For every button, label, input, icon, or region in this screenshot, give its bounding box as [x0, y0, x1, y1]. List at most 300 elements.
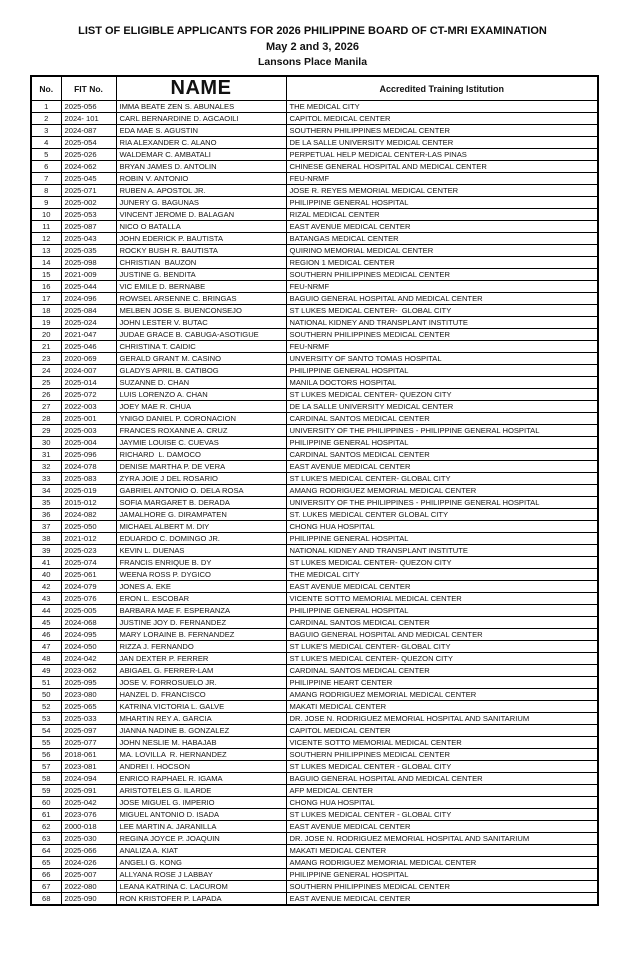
cell-fit-no: 2024-087 — [61, 125, 116, 137]
cell-no: 36 — [31, 509, 61, 521]
cell-fit-no: 2024-007 — [61, 365, 116, 377]
cell-name: RIZZA J. FERNANDO — [116, 641, 286, 653]
cell-name: DENISE MARTHA P. DE VERA — [116, 461, 286, 473]
cell-institution: VICENTE SOTTO MEMORIAL MEDICAL CENTER — [286, 593, 598, 605]
cell-name: IMMA BEATE ZEN S. ABUNALES — [116, 101, 286, 113]
table-row — [31, 617, 598, 629]
cell-name: MELBEN JOSE S. BUENCONSEJO — [116, 305, 286, 317]
cell-fit-no: 2025-003 — [61, 425, 116, 437]
cell-no: 12 — [31, 233, 61, 245]
cell-fit-no: 2025-023 — [61, 545, 116, 557]
cell-no: 44 — [31, 605, 61, 617]
cell-institution: FEU-NRMF — [286, 341, 598, 353]
cell-no: 46 — [31, 629, 61, 641]
cell-fit-no: 2020-069 — [61, 353, 116, 365]
cell-fit-no: 2021-012 — [61, 533, 116, 545]
cell-fit-no: 2000-018 — [61, 821, 116, 833]
table-row — [31, 881, 598, 893]
cell-name: RON KRISTOFER P. LAPADA — [116, 893, 286, 906]
cell-fit-no: 2024-096 — [61, 293, 116, 305]
cell-fit-no: 2024-094 — [61, 773, 116, 785]
cell-no: 7 — [31, 173, 61, 185]
cell-fit-no: 2018-061 — [61, 749, 116, 761]
cell-fit-no: 2025-095 — [61, 677, 116, 689]
table-row — [31, 485, 598, 497]
cell-institution: QUIRINO MEMORIAL MEDICAL CENTER — [286, 245, 598, 257]
cell-no: 6 — [31, 161, 61, 173]
table-row — [31, 581, 598, 593]
cell-no: 5 — [31, 149, 61, 161]
cell-no: 48 — [31, 653, 61, 665]
cell-no: 39 — [31, 545, 61, 557]
table-row — [31, 269, 598, 281]
cell-institution: PHILIPPINE GENERAL HOSPITAL — [286, 197, 598, 209]
document-title: LIST OF ELIGIBLE APPLICANTS FOR 2026 PHILIPPINE BOARD OF CT-MRI EXAMINATION — [78, 25, 547, 37]
cell-institution: BAGUIO GENERAL HOSPITAL AND MEDICAL CENTER — [286, 629, 598, 641]
cell-institution: PHILIPPINE HEART CENTER — [286, 677, 598, 689]
table-row — [31, 185, 598, 197]
cell-no: 67 — [31, 881, 61, 893]
cell-no: 4 — [31, 137, 61, 149]
table-row — [31, 221, 598, 233]
table-row — [31, 749, 598, 761]
cell-fit-no: 2015-012 — [61, 497, 116, 509]
cell-institution: DR. JOSE N. RODRIGUEZ MEMORIAL HOSPITAL AND SANITARIUM — [286, 833, 598, 845]
cell-name: ROCKY BUSH R. BAUTISTA — [116, 245, 286, 257]
cell-fit-no: 2025-030 — [61, 833, 116, 845]
cell-name: ROBIN V. ANTONIO — [116, 173, 286, 185]
table-row — [31, 641, 598, 653]
cell-no: 61 — [31, 809, 61, 821]
cell-name: JUNERY G. BAGUNAS — [116, 197, 286, 209]
table-row — [31, 785, 598, 797]
cell-institution: UNIVERSITY OF THE PHILIPPINES - PHILIPPINE GENERAL HOSPITAL — [286, 425, 598, 437]
cell-name: FRANCIS ENRIQUE B. DY — [116, 557, 286, 569]
cell-no: 66 — [31, 869, 61, 881]
cell-institution: BAGUIO GENERAL HOSPITAL AND MEDICAL CENTER — [286, 293, 598, 305]
table-row — [31, 353, 598, 365]
cell-no: 41 — [31, 557, 61, 569]
cell-no: 14 — [31, 257, 61, 269]
cell-name: ROWSEL ARSENNE C. BRINGAS — [116, 293, 286, 305]
cell-no: 8 — [31, 185, 61, 197]
cell-fit-no: 2025-076 — [61, 593, 116, 605]
cell-institution: NATIONAL KIDNEY AND TRANSPLANT INSTITUTE — [286, 545, 598, 557]
table-row — [31, 437, 598, 449]
cell-no: 32 — [31, 461, 61, 473]
cell-institution: DE LA SALLE UNIVERSITY MEDICAL CENTER — [286, 137, 598, 149]
exam-date: May 2 and 3, 2026 — [266, 41, 359, 53]
cell-name: MHARTIN REY A. GARCIA — [116, 713, 286, 725]
table-row — [31, 557, 598, 569]
cell-no: 18 — [31, 305, 61, 317]
cell-institution: ST LUKE'S MEDICAL CENTER- GLOBAL CITY — [286, 641, 598, 653]
cell-no: 59 — [31, 785, 61, 797]
cell-institution: AMANG RODRIGUEZ MEMORIAL MEDICAL CENTER — [286, 857, 598, 869]
cell-no: 55 — [31, 737, 61, 749]
cell-institution: RIZAL MEDICAL CENTER — [286, 209, 598, 221]
cell-institution: NATIONAL KIDNEY AND TRANSPLANT INSTITUTE — [286, 317, 598, 329]
cell-no: 54 — [31, 725, 61, 737]
cell-fit-no: 2024-042 — [61, 653, 116, 665]
cell-name: JAN DEXTER P. FERRER — [116, 653, 286, 665]
cell-institution: CARDINAL SANTOS MEDICAL CENTER — [286, 413, 598, 425]
cell-name: EDUARDO C. DOMINGO JR. — [116, 533, 286, 545]
cell-name: GERALD GRANT M. CASINO — [116, 353, 286, 365]
cell-fit-no: 2021-009 — [61, 269, 116, 281]
cell-no: 60 — [31, 797, 61, 809]
cell-name: SOFIA MARGARET B. DERADA — [116, 497, 286, 509]
table-row — [31, 797, 598, 809]
cell-institution: SOUTHERN PHILIPPINES MEDICAL CENTER — [286, 125, 598, 137]
cell-fit-no: 2025-043 — [61, 233, 116, 245]
cell-fit-no: 2025-033 — [61, 713, 116, 725]
cell-name: VIC EMILE D. BERNABE — [116, 281, 286, 293]
cell-name: ALLYANA ROSE J LABBAY — [116, 869, 286, 881]
table-row — [31, 281, 598, 293]
cell-no: 53 — [31, 713, 61, 725]
cell-name: GLADYS APRIL B. CATIBOG — [116, 365, 286, 377]
cell-no: 20 — [31, 329, 61, 341]
cell-name: JIANNA NADINE B. GONZALEZ — [116, 725, 286, 737]
cell-no: 43 — [31, 593, 61, 605]
cell-fit-no: 2025-007 — [61, 869, 116, 881]
table-row — [31, 725, 598, 737]
cell-institution: EAST AVENUE MEDICAL CENTER — [286, 221, 598, 233]
cell-institution: CAPITOL MEDICAL CENTER — [286, 113, 598, 125]
cell-institution: AMANG RODRIGUEZ MEMORIAL MEDICAL CENTER — [286, 689, 598, 701]
cell-name: VINCENT JEROME D. BALAGAN — [116, 209, 286, 221]
cell-no: 57 — [31, 761, 61, 773]
table-row — [31, 845, 598, 857]
cell-fit-no: 2025-077 — [61, 737, 116, 749]
cell-fit-no: 2025-097 — [61, 725, 116, 737]
cell-no: 1 — [31, 101, 61, 113]
cell-name: JUDAE GRACE B. CABUGA-ASOTIGUE — [116, 329, 286, 341]
cell-name: JONES A. EKE — [116, 581, 286, 593]
applicants-table — [30, 75, 599, 906]
table-row — [31, 401, 598, 413]
table-row — [31, 653, 598, 665]
cell-name: JUSTINE JOY D. FERNANDEZ — [116, 617, 286, 629]
cell-no: 64 — [31, 845, 61, 857]
col-header-name: NAME — [116, 76, 286, 101]
table-row — [31, 677, 598, 689]
cell-fit-no: 2022-080 — [61, 881, 116, 893]
cell-name: JAMALHORE G. DIRAMPATEN — [116, 509, 286, 521]
cell-institution: MAKATI MEDICAL CENTER — [286, 701, 598, 713]
cell-fit-no: 2025-072 — [61, 389, 116, 401]
cell-no: 15 — [31, 269, 61, 281]
cell-fit-no: 2025-087 — [61, 221, 116, 233]
table-row — [31, 773, 598, 785]
cell-institution: PHILIPPINE GENERAL HOSPITAL — [286, 437, 598, 449]
cell-institution: UNIVERSITY OF THE PHILIPPINES - PHILIPPINE GENERAL HOSPITAL — [286, 497, 598, 509]
cell-no: 45 — [31, 617, 61, 629]
cell-institution: SOUTHERN PHILIPPINES MEDICAL CENTER — [286, 329, 598, 341]
cell-no: 42 — [31, 581, 61, 593]
table-row — [31, 893, 598, 906]
cell-institution: CHINESE GENERAL HOSPITAL AND MEDICAL CENTER — [286, 161, 598, 173]
cell-no: 40 — [31, 569, 61, 581]
cell-name: MICHAEL ALBERT M. DIY — [116, 521, 286, 533]
cell-fit-no: 2025-035 — [61, 245, 116, 257]
cell-no: 38 — [31, 533, 61, 545]
table-row — [31, 125, 598, 137]
cell-no: 51 — [31, 677, 61, 689]
cell-institution: ST LUKES MEDICAL CENTER- QUEZON CITY — [286, 389, 598, 401]
cell-institution: FEU-NRMF — [286, 281, 598, 293]
cell-fit-no: 2025-046 — [61, 341, 116, 353]
cell-name: ENRICO RAPHAEL R. IGAMA — [116, 773, 286, 785]
cell-no: 19 — [31, 317, 61, 329]
table-body — [31, 101, 598, 906]
table-row — [31, 329, 598, 341]
cell-fit-no: 2023-062 — [61, 665, 116, 677]
cell-no: 26 — [31, 389, 61, 401]
cell-institution: DE LA SALLE UNIVERSITY MEDICAL CENTER — [286, 401, 598, 413]
cell-institution: MANILA DOCTORS HOSPITAL — [286, 377, 598, 389]
cell-no: 24 — [31, 365, 61, 377]
cell-institution: THE MEDICAL CITY — [286, 569, 598, 581]
table-row — [31, 629, 598, 641]
cell-name: BARBARA MAE F. ESPERANZA — [116, 605, 286, 617]
cell-name: JOHN NESLIE M. HABAJAB — [116, 737, 286, 749]
table-row — [31, 869, 598, 881]
cell-institution: SOUTHERN PHILIPPINES MEDICAL CENTER — [286, 269, 598, 281]
cell-name: JOEY MAE R. CHUA — [116, 401, 286, 413]
cell-institution: ST LUKE'S MEDICAL CENTER- QUEZON CITY — [286, 653, 598, 665]
cell-name: ABIGAEL G. FERRER-LAM — [116, 665, 286, 677]
cell-institution: REGION 1 MEDICAL CENTER — [286, 257, 598, 269]
cell-institution: ST LUKES MEDICAL CENTER - GLOBAL CITY — [286, 761, 598, 773]
cell-no: 58 — [31, 773, 61, 785]
table-row — [31, 101, 598, 113]
cell-no: 17 — [31, 293, 61, 305]
cell-institution: THE MEDICAL CITY — [286, 101, 598, 113]
cell-name: SUZANNE D. CHAN — [116, 377, 286, 389]
cell-fit-no: 2025-024 — [61, 317, 116, 329]
cell-fit-no: 2025-019 — [61, 485, 116, 497]
cell-name: ERON L. ESCOBAR — [116, 593, 286, 605]
header-row — [31, 76, 598, 101]
cell-name: HANZEL D. FRANCISCO — [116, 689, 286, 701]
cell-fit-no: 2024-079 — [61, 581, 116, 593]
cell-institution: DR. JOSE N. RODRIGUEZ MEMORIAL HOSPITAL AND SANITARIUM — [286, 713, 598, 725]
table-row — [31, 461, 598, 473]
cell-fit-no: 2025-065 — [61, 701, 116, 713]
col-header-institution: Accredited Training Istitution — [286, 76, 598, 101]
cell-institution: PHILIPPINE GENERAL HOSPITAL — [286, 533, 598, 545]
cell-name: ARISTOTELES G. ILARDE — [116, 785, 286, 797]
cell-name: MA. LOVILLA R. HERNANDEZ — [116, 749, 286, 761]
cell-name: LUIS LORENZO A. CHAN — [116, 389, 286, 401]
cell-no: 28 — [31, 413, 61, 425]
cell-name: ANGELI G. KONG — [116, 857, 286, 869]
cell-institution: EAST AVENUE MEDICAL CENTER — [286, 581, 598, 593]
cell-no: 65 — [31, 857, 61, 869]
cell-name: WALDEMAR C. AMBATALI — [116, 149, 286, 161]
cell-name: CHRISTIAN BAUZON — [116, 257, 286, 269]
table-row — [31, 413, 598, 425]
cell-fit-no: 2025-071 — [61, 185, 116, 197]
cell-name: CHRISTINA T. CAIDIC — [116, 341, 286, 353]
table-row — [31, 689, 598, 701]
table-row — [31, 509, 598, 521]
cell-fit-no: 2024-078 — [61, 461, 116, 473]
col-header-fit-no: FIT No. — [61, 76, 116, 101]
cell-institution: VICENTE SOTTO MEMORIAL MEDICAL CENTER — [286, 737, 598, 749]
cell-fit-no: 2025-091 — [61, 785, 116, 797]
cell-fit-no: 2025-083 — [61, 473, 116, 485]
table-row — [31, 449, 598, 461]
cell-no: 25 — [31, 377, 61, 389]
cell-institution: PHILIPPINE GENERAL HOSPITAL — [286, 605, 598, 617]
cell-name: GABRIEL ANTONIO O. DELA ROSA — [116, 485, 286, 497]
cell-institution: AFP MEDICAL CENTER — [286, 785, 598, 797]
table-row — [31, 701, 598, 713]
table-row — [31, 521, 598, 533]
table-row — [31, 137, 598, 149]
table-row — [31, 365, 598, 377]
cell-name: KATRINA VICTORIA L. GALVE — [116, 701, 286, 713]
cell-name: RIA ALEXANDER C. ALANO — [116, 137, 286, 149]
cell-fit-no: 2023-080 — [61, 689, 116, 701]
cell-institution: EAST AVENUE MEDICAL CENTER — [286, 821, 598, 833]
table-row — [31, 545, 598, 557]
cell-institution: BATANGAS MEDICAL CENTER — [286, 233, 598, 245]
cell-name: BRYAN JAMES D. ANTOLIN — [116, 161, 286, 173]
table-row — [31, 161, 598, 173]
cell-name: MARY LORAINE B. FERNANDEZ — [116, 629, 286, 641]
cell-name: YNIGO DANIEL P. CORONACION — [116, 413, 286, 425]
cell-institution: BAGUIO GENERAL HOSPITAL AND MEDICAL CENTER — [286, 773, 598, 785]
cell-fit-no: 2025-044 — [61, 281, 116, 293]
cell-institution: CHONG HUA HOSPITAL — [286, 797, 598, 809]
cell-no: 34 — [31, 485, 61, 497]
cell-no: 10 — [31, 209, 61, 221]
table-row — [31, 761, 598, 773]
table-row — [31, 665, 598, 677]
table-row — [31, 809, 598, 821]
cell-name: NICO O BATALLA — [116, 221, 286, 233]
cell-fit-no: 2024-068 — [61, 617, 116, 629]
table-row — [31, 377, 598, 389]
cell-fit-no: 2025-026 — [61, 149, 116, 161]
cell-institution: PERPETUAL HELP MEDICAL CENTER-LAS PINAS — [286, 149, 598, 161]
cell-institution: ST LUKE'S MEDICAL CENTER- GLOBAL CITY — [286, 473, 598, 485]
cell-institution: ST LUKES MEDICAL CENTER- GLOBAL CITY — [286, 305, 598, 317]
table-row — [31, 473, 598, 485]
table-row — [31, 173, 598, 185]
cell-name: JOHN LESTER V. BUTAC — [116, 317, 286, 329]
cell-no: 29 — [31, 425, 61, 437]
cell-no: 37 — [31, 521, 61, 533]
cell-institution: AMANG RODRIGUEZ MEMORIAL MEDICAL CENTER — [286, 485, 598, 497]
cell-name: JOSE MIGUEL G. IMPERIO — [116, 797, 286, 809]
cell-fit-no: 2025-005 — [61, 605, 116, 617]
cell-fit-no: 2025-002 — [61, 197, 116, 209]
cell-institution: SOUTHERN PHILIPPINES MEDICAL CENTER — [286, 749, 598, 761]
cell-fit-no: 2025-098 — [61, 257, 116, 269]
cell-fit-no: 2025-074 — [61, 557, 116, 569]
cell-fit-no: 2025-050 — [61, 521, 116, 533]
cell-name: EDA MAE S. AGUSTIN — [116, 125, 286, 137]
cell-no: 3 — [31, 125, 61, 137]
cell-fit-no: 2024-026 — [61, 857, 116, 869]
cell-name: CARL BERNARDINE D. AGCAOILI — [116, 113, 286, 125]
col-header-no: No. — [31, 76, 61, 101]
cell-institution: ST. LUKES MEDICAL CENTER GLOBAL CITY — [286, 509, 598, 521]
cell-name: ANALIZA A. KIAT — [116, 845, 286, 857]
cell-no: 35 — [31, 497, 61, 509]
cell-institution: CARDINAL SANTOS MEDICAL CENTER — [286, 665, 598, 677]
cell-name: LEE MARTIN A. JARANILLA — [116, 821, 286, 833]
table-row — [31, 569, 598, 581]
table-row — [31, 317, 598, 329]
cell-name: WEENA ROSS P. DYGICO — [116, 569, 286, 581]
cell-fit-no: 2025-045 — [61, 173, 116, 185]
table-row — [31, 209, 598, 221]
table-row — [31, 713, 598, 725]
cell-fit-no: 2025-014 — [61, 377, 116, 389]
table-row — [31, 305, 598, 317]
cell-fit-no: 2025-054 — [61, 137, 116, 149]
table-row — [31, 857, 598, 869]
cell-no: 63 — [31, 833, 61, 845]
table-row — [31, 149, 598, 161]
cell-fit-no: 2025-066 — [61, 845, 116, 857]
cell-institution: CARDINAL SANTOS MEDICAL CENTER — [286, 449, 598, 461]
cell-fit-no: 2021-047 — [61, 329, 116, 341]
table-row — [31, 533, 598, 545]
cell-no: 13 — [31, 245, 61, 257]
cell-fit-no: 2023-081 — [61, 761, 116, 773]
cell-fit-no: 2025-090 — [61, 893, 116, 906]
cell-no: 52 — [31, 701, 61, 713]
table-row — [31, 821, 598, 833]
exam-venue: Lansons Place Manila — [257, 56, 368, 68]
cell-name: LEANA KATRINA C. LACUROM — [116, 881, 286, 893]
cell-fit-no: 2024-082 — [61, 509, 116, 521]
cell-no: 56 — [31, 749, 61, 761]
cell-name: JUSTINE G. BENDITA — [116, 269, 286, 281]
cell-institution: SOUTHERN PHILIPPINES MEDICAL CENTER — [286, 881, 598, 893]
table-row — [31, 341, 598, 353]
cell-fit-no: 2024- 101 — [61, 113, 116, 125]
cell-institution: JOSE R. REYES MEMORIAL MEDICAL CENTER — [286, 185, 598, 197]
cell-institution: MAKATI MEDICAL CENTER — [286, 845, 598, 857]
cell-institution: FEU-NRMF — [286, 173, 598, 185]
cell-institution: EAST AVENUE MEDICAL CENTER — [286, 893, 598, 906]
cell-name: JOSE V. FORROSUELO JR. — [116, 677, 286, 689]
table-row — [31, 833, 598, 845]
cell-no: 49 — [31, 665, 61, 677]
cell-fit-no: 2025-056 — [61, 101, 116, 113]
table-row — [31, 425, 598, 437]
cell-name: KEVIN L. DUENAS — [116, 545, 286, 557]
cell-no: 2 — [31, 113, 61, 125]
cell-fit-no: 2025-042 — [61, 797, 116, 809]
table-row — [31, 113, 598, 125]
table-row — [31, 233, 598, 245]
cell-name: ANDREI I. HOCSON — [116, 761, 286, 773]
cell-no: 21 — [31, 341, 61, 353]
cell-fit-no: 2025-004 — [61, 437, 116, 449]
cell-no: 30 — [31, 437, 61, 449]
cell-no: 47 — [31, 641, 61, 653]
cell-no: 16 — [31, 281, 61, 293]
